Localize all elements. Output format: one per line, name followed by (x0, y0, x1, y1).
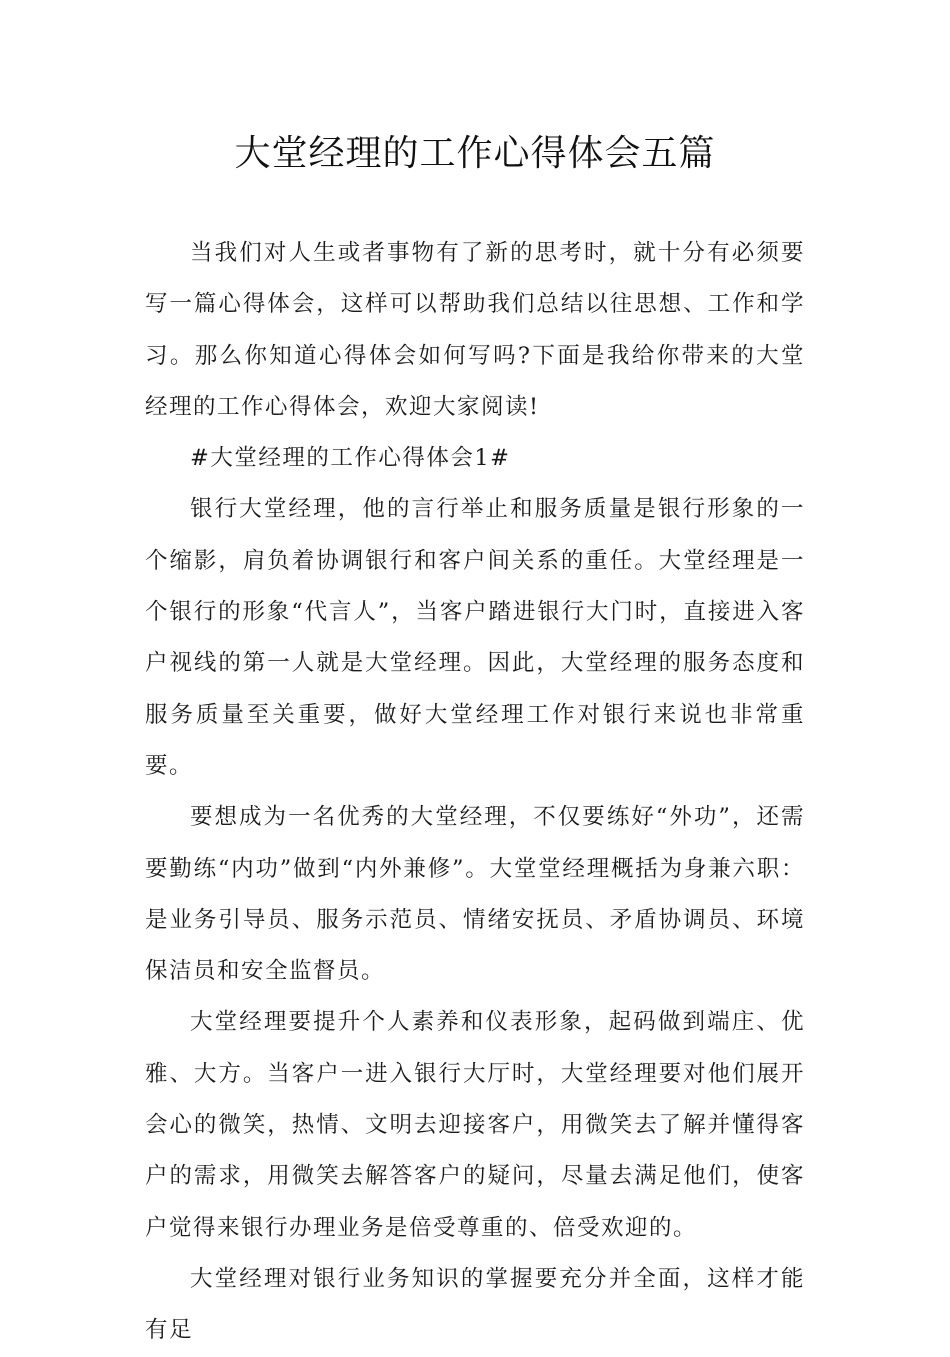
body-paragraph: 要想成为一名优秀的大堂经理，不仅要练好“外功”，还需要勤练“内功”做到“内外兼修”。大堂堂经理概括为身兼六职：是业务引导员、服务示范员、情绪安抚员、矛盾协调员、环境保洁员和安全监督员。 (145, 804, 805, 985)
body-paragraph: 大堂经理对银行业务知识的掌握要充分并全面，这样才能有足 (145, 1265, 805, 1344)
section-heading: #大堂经理的工作心得体会1# (190, 445, 511, 472)
body-paragraph: 大堂经理要提升个人素养和仪表形象，起码做到端庄、优雅、大方。当客户一进入银行大厅时，大堂经理要对他们展开会心的微笑，热情、文明去迎接客户，用微笑去了解并懂得客户的需求，用微笑去解答客户的疑问，尽量去满足他们，使客户觉得来银行办理业务是倍受尊重的、倍受欢迎的。 (145, 1009, 805, 1241)
body-paragraph: 银行大堂经理，他的言行举止和服务质量是银行形象的一个缩影，肩负着协调银行和客户间关系的重任。大堂经理是一个银行的形象“代言人”，当客户踏进银行大门时，直接进入客户视线的第一人就是大堂经理。因此，大堂经理的服务态度和服务质量至关重要，做好大堂经理工作对银行来说也非常重要。 (145, 496, 805, 779)
intro-paragraph: 当我们对人生或者事物有了新的思考时，就十分有必须要写一篇心得体会，这样可以帮助我们总结以往思想、工作和学习。那么你知道心得体会如何写吗?下面是我给你带来的大堂经理的工作心得体会，欢迎大家阅读! (145, 240, 805, 420)
document-body (145, 228, 805, 1357)
document-title: 大堂经理的工作心得体会五篇 (234, 133, 716, 174)
